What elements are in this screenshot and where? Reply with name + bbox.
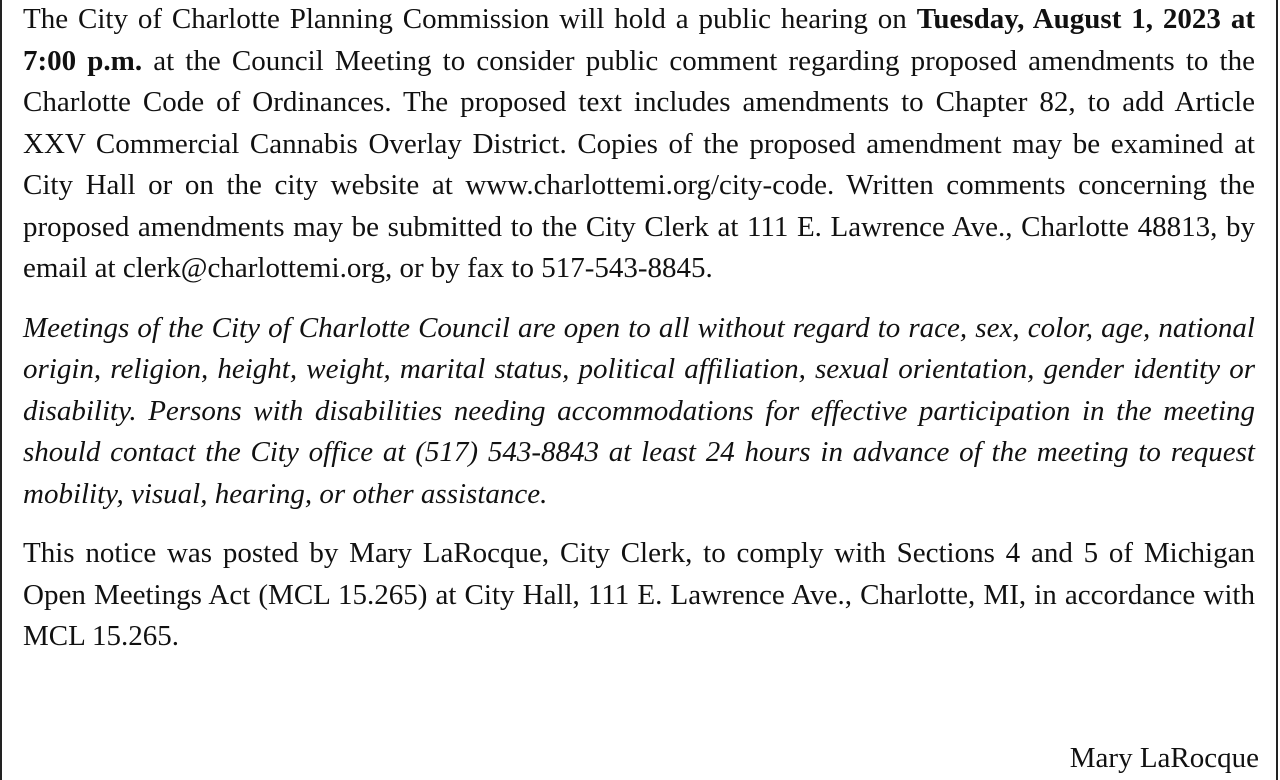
hearing-text-intro: The City of Charlotte Planning Commission will hold a public hearing on (23, 3, 917, 35)
hearing-paragraph (23, 0, 1255, 290)
nondiscrimination-paragraph: Meetings of the City of Charlotte Council are open to all without regard to race, sex, color, age, national origin, religion, height, weight, marital status, political affiliation, sexual orientation, gender identity or disability. Persons with disabilities needing accommodations for effective participation in the meeting should contact the City office at (517) 543-8843 at least 24 hours in advance of the meeting to request mobility, visual, hearing, or other assistance. (23, 311, 1255, 510)
clerk-signature: Mary LaRocque (1069, 742, 1259, 774)
hearing-date-time: Tuesday, August 1, 2023 at 7:00 p.m. (23, 3, 1255, 77)
posting-paragraph: This notice was posted by Mary LaRocque, City Clerk, to comply with Sections 4 and 5 of Michigan Open Meetings Act (MCL 15.265) at City Hall, 111 E. Lawrence Ave., Charlotte, MI, in accordance with MCL 15.265. (23, 537, 1255, 652)
hearing-text-body: at the Council Meeting to consider public comment regarding proposed amendments to the Charlotte Code of Ordinances. The proposed text includes amendments to Chapter 82, to add Article XXV Commercial Cannabis Overlay District. Copies of the proposed amendment may be examined at City Hall or on the city website at www.charlottemi.org/city-code. Written comments concerning the proposed amendments may be submitted to the City Clerk at 111 E. Lawrence Ave., Charlotte 48813, by email at clerk@charlottemi.org, or by fax to 517-543-8845. (23, 44, 1255, 284)
